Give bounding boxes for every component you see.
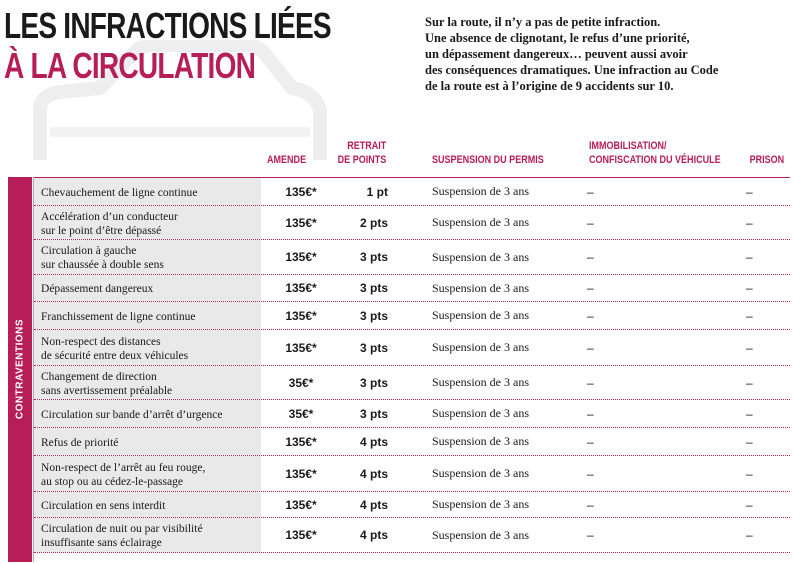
- infractions-table: [34, 177, 790, 553]
- column-header-immobilisation: [589, 139, 721, 167]
- suspension-value: Suspension de 3 ans: [432, 340, 529, 354]
- column-header-immobilisation-line-1: IMMOBILISATION/: [589, 140, 667, 152]
- column-header-immobilisation-line-2: CONFISCATION DU VÉHICULE: [589, 154, 721, 166]
- suspension-value: Suspension de 3 ans: [432, 466, 529, 480]
- points-value-cell: [340, 400, 388, 427]
- points-value-cell: [340, 275, 388, 301]
- suspension-value: Suspension de 3 ans: [432, 375, 529, 389]
- prison-value: –: [746, 340, 753, 355]
- infraction-label: Circulation à gauche sur chaussée à double sens: [41, 243, 164, 271]
- points-value-cell: [340, 206, 388, 239]
- suspension-value-cell: [432, 456, 582, 491]
- table-row: [34, 428, 790, 456]
- immobilisation-value-cell: [587, 240, 617, 274]
- prison-value-cell: [746, 302, 776, 329]
- points-value-cell: [340, 302, 388, 329]
- points-value: 3 pts: [359, 375, 388, 390]
- amende-value: 135€*: [285, 250, 317, 264]
- infraction-label: Circulation en sens interdit: [41, 497, 166, 512]
- suspension-value-cell: [432, 330, 582, 365]
- page-title-line-2: À LA CIRCULATION: [4, 45, 256, 86]
- points-value-cell: [340, 428, 388, 455]
- immobilisation-value: –: [587, 497, 594, 512]
- immobilisation-value-cell: [587, 302, 617, 329]
- prison-value: –: [746, 466, 753, 481]
- prison-value-cell: [746, 428, 776, 455]
- intro-line: des conséquences dramatiques. Une infraction au Code: [425, 63, 719, 77]
- amende-value: 135€*: [285, 528, 317, 542]
- amende-value-cell: [262, 400, 340, 427]
- suspension-value-cell: [432, 302, 582, 329]
- table-row: [34, 400, 790, 428]
- amende-value: 135€*: [285, 281, 317, 295]
- amende-value-cell: [262, 275, 340, 301]
- immobilisation-value: –: [587, 528, 594, 542]
- points-value: 3 pts: [359, 406, 388, 421]
- suspension-value-cell: [432, 366, 582, 399]
- points-value: 3 pts: [359, 340, 388, 355]
- suspension-value-cell: [432, 492, 582, 517]
- prison-value: –: [746, 528, 753, 542]
- table-row: [34, 366, 790, 400]
- suspension-value: Suspension de 3 ans: [432, 184, 529, 198]
- prison-value: –: [746, 406, 753, 421]
- amende-value: 35€*: [288, 375, 314, 390]
- infraction-label: Franchissement de ligne continue: [41, 308, 196, 323]
- points-value-cell: [340, 456, 388, 491]
- prison-value: –: [746, 375, 753, 390]
- amende-value-cell: [262, 518, 340, 552]
- points-value-cell: [340, 330, 388, 365]
- immobilisation-value: –: [587, 250, 594, 264]
- table-row: [34, 240, 790, 275]
- suspension-value: Suspension de 3 ans: [432, 497, 529, 511]
- amende-value-cell: [262, 330, 340, 365]
- infraction-label: Chevauchement de ligne continue: [41, 184, 198, 199]
- infraction-label-cell: [34, 240, 262, 274]
- prison-value-cell: [746, 178, 776, 205]
- immobilisation-value: –: [587, 281, 594, 295]
- amende-value: 135€*: [285, 308, 317, 323]
- amende-value: 135€*: [285, 497, 317, 512]
- points-value: 4 pts: [359, 497, 388, 512]
- prison-value: –: [746, 497, 753, 512]
- amende-value-cell: [262, 456, 340, 491]
- table-row: [34, 330, 790, 366]
- table-row: [34, 275, 790, 302]
- immobilisation-value-cell: [587, 492, 617, 517]
- suspension-value-cell: [432, 400, 582, 427]
- intro-line: de la route est à l’origine de 9 accidents sur 10.: [425, 79, 674, 93]
- prison-value-cell: [746, 366, 776, 399]
- suspension-value: Suspension de 3 ans: [432, 527, 529, 542]
- suspension-value-cell: [432, 518, 582, 552]
- column-header-suspension: SUSPENSION DU PERMIS: [432, 154, 544, 166]
- suspension-value: Suspension de 3 ans: [432, 406, 529, 420]
- points-value-cell: [340, 178, 388, 205]
- table-row: [34, 456, 790, 492]
- points-value: 2 pts: [359, 215, 388, 230]
- amende-value: 135€*: [285, 340, 317, 355]
- immobilisation-value: –: [587, 340, 594, 355]
- points-value: 4 pts: [359, 434, 388, 449]
- prison-value-cell: [746, 518, 776, 552]
- suspension-value: Suspension de 3 ans: [432, 308, 529, 322]
- infraction-label: Dépassement dangereux: [41, 281, 154, 295]
- immobilisation-value-cell: [587, 400, 617, 427]
- infraction-label-cell: [34, 206, 262, 239]
- points-value-cell: [340, 366, 388, 399]
- immobilisation-value: –: [587, 466, 594, 481]
- immobilisation-value-cell: [587, 366, 617, 399]
- immobilisation-value: –: [587, 375, 594, 390]
- intro-line: Une absence de clignotant, le refus d’une priorité,: [425, 31, 690, 45]
- suspension-value-cell: [432, 275, 582, 301]
- immobilisation-value-cell: [587, 178, 617, 205]
- infraction-label: Accélération d’un conducteur sur le point d’être dépassé: [41, 208, 178, 237]
- infraction-label: Changement de direction sans avertissement préalable: [41, 368, 173, 397]
- prison-value-cell: [746, 492, 776, 517]
- prison-value: –: [746, 215, 753, 230]
- prison-value-cell: [746, 456, 776, 491]
- immobilisation-value-cell: [587, 518, 617, 552]
- table-row: [34, 518, 790, 553]
- prison-value: –: [746, 308, 753, 323]
- immobilisation-value: –: [587, 308, 594, 323]
- table-row: [34, 302, 790, 330]
- amende-value-cell: [262, 366, 340, 399]
- column-header-retrait: [337, 139, 386, 167]
- prison-value-cell: [746, 240, 776, 274]
- points-value: 1 pt: [366, 184, 388, 199]
- suspension-value-cell: [432, 178, 582, 205]
- intro-line: Sur la route, il n’y a pas de petite infraction.: [425, 15, 661, 29]
- intro-paragraph: [425, 14, 745, 94]
- prison-value-cell: [746, 206, 776, 239]
- immobilisation-value-cell: [587, 330, 617, 365]
- amende-value: 135€*: [285, 215, 317, 230]
- suspension-value-cell: [432, 428, 582, 455]
- points-value: 3 pts: [359, 281, 388, 295]
- immobilisation-value: –: [587, 215, 594, 230]
- suspension-value-cell: [432, 206, 582, 239]
- infraction-label-cell: [34, 428, 262, 455]
- amende-value: 135€*: [285, 466, 317, 481]
- suspension-value-cell: [432, 240, 582, 274]
- immobilisation-value: –: [587, 184, 594, 199]
- infraction-label-cell: [34, 456, 262, 491]
- suspension-value: Suspension de 3 ans: [432, 215, 529, 229]
- table-row: [34, 177, 790, 206]
- infraction-label-cell: [34, 400, 262, 427]
- immobilisation-value: –: [587, 406, 594, 421]
- infraction-label-cell: [34, 178, 262, 205]
- amende-value: 135€*: [285, 184, 317, 199]
- page-title: [4, 6, 331, 86]
- prison-value: –: [746, 184, 753, 199]
- immobilisation-value-cell: [587, 206, 617, 239]
- infraction-label-cell: [34, 366, 262, 399]
- amende-value: 135€*: [285, 434, 317, 449]
- category-label-text: CONTRAVENTIONS: [14, 318, 26, 420]
- amende-value-cell: [262, 428, 340, 455]
- points-value-cell: [340, 492, 388, 517]
- infraction-label-cell: [34, 330, 262, 365]
- infraction-label: Non-respect des distances de sécurité entre deux véhicules: [41, 333, 189, 362]
- suspension-value: Suspension de 3 ans: [432, 434, 529, 448]
- amende-value-cell: [262, 240, 340, 274]
- infraction-label: Circulation de nuit ou par visibilité insuffisante sans éclairage: [41, 521, 203, 549]
- immobilisation-value: –: [587, 434, 594, 449]
- prison-value-cell: [746, 330, 776, 365]
- immobilisation-value-cell: [587, 428, 617, 455]
- immobilisation-value-cell: [587, 275, 617, 301]
- amende-value-cell: [262, 302, 340, 329]
- infraction-label-cell: [34, 518, 262, 552]
- suspension-value: Suspension de 3 ans: [432, 249, 529, 264]
- infraction-label-cell: [34, 492, 262, 517]
- column-header-amende: AMENDE: [267, 154, 307, 166]
- table-row: [34, 206, 790, 240]
- amende-value-cell: [262, 206, 340, 239]
- column-header-retrait-line-1: RETRAIT: [346, 140, 386, 152]
- points-value: 4 pts: [359, 528, 388, 542]
- column-header-retrait-line-2: DE POINTS: [337, 154, 386, 166]
- prison-value-cell: [746, 400, 776, 427]
- page-title-line-1: LES INFRACTIONS LIÉES: [4, 5, 331, 46]
- points-value: 4 pts: [359, 466, 388, 481]
- column-header-prison: PRISON: [749, 154, 784, 166]
- amende-value-cell: [262, 178, 340, 205]
- infraction-label: Non-respect de l’arrêt au feu rouge, au stop ou au cédez-le-passage: [41, 459, 206, 488]
- infraction-label-cell: [34, 275, 262, 301]
- immobilisation-value-cell: [587, 456, 617, 491]
- prison-value: –: [746, 250, 753, 264]
- points-value: 3 pts: [359, 308, 388, 323]
- suspension-value: Suspension de 3 ans: [432, 280, 529, 295]
- intro-line: un dépassement dangereux… peuvent aussi avoir: [425, 47, 688, 61]
- points-value-cell: [340, 518, 388, 552]
- infraction-label: Refus de priorité: [41, 434, 119, 449]
- amende-value: 35€*: [288, 406, 314, 421]
- table-row: [34, 492, 790, 518]
- infraction-label: Circulation sur bande d’arrêt d’urgence: [41, 406, 223, 421]
- points-value: 3 pts: [359, 250, 388, 264]
- amende-value-cell: [262, 492, 340, 517]
- prison-value: –: [746, 281, 753, 295]
- prison-value: –: [746, 434, 753, 449]
- infraction-label-cell: [34, 302, 262, 329]
- points-value-cell: [340, 240, 388, 274]
- prison-value-cell: [746, 275, 776, 301]
